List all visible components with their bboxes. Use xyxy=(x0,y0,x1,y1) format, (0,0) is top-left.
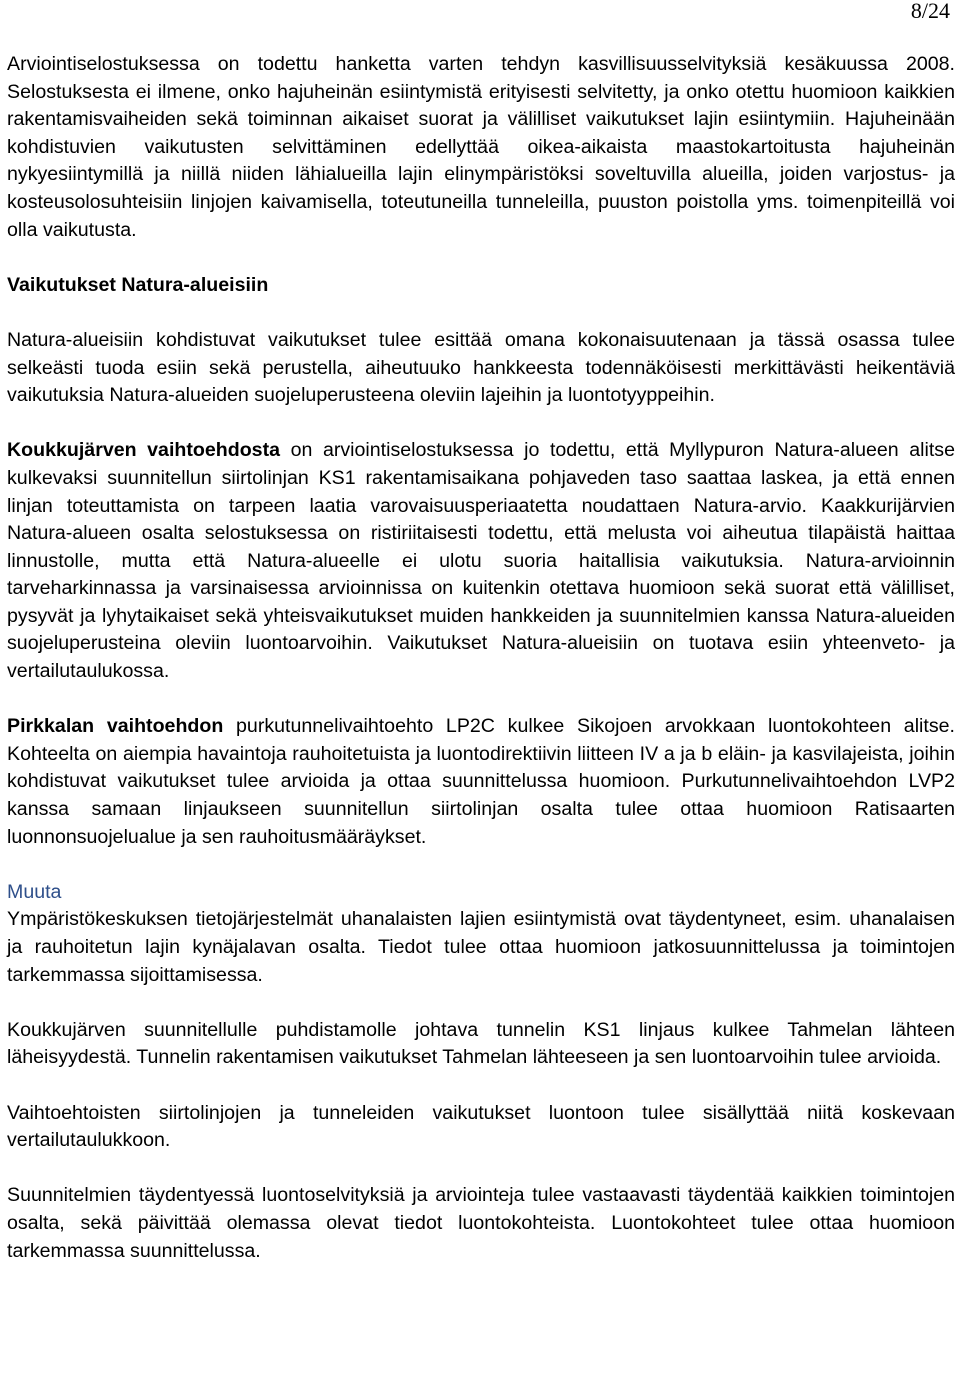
pirkkala-option-bold: Pirkkalan vaihtoehdon xyxy=(7,715,224,738)
koukkujarvi-option-text: on arviointiselostuksessa jo todettu, että Myllypuron Natura-alueen alitse kulkevaksi suunnitellun siirtolinjan KS1 rakentamisaikana pohjaveden taso saattaa laskea, ja että ennen linjan toteuttamista on tarpeen laatia varovaisuusperiaatetta noudattaen Natura-arvio. Kaakkurijärvien Natura-alueen osalta selostuksessa on ristiriitaisesti todettu, että melusta voi aiheutua tilapäistä haittaa linnustolle, mutta että Natura-alueelle ei ulotu suoria haitallisia vaikutuksia. Natura-arvioinnin tarveharkinnassa ja varsinaisessa arvioinnissa on kuitenkin otettava huomioon sekä suorat että välilliset, pysyvät ja lyhytaikaiset sekä yhteisvaikutukset muiden hankkeiden ja suunnitelmien kanssa Natura-alueiden suojeluperusteina oleviin luontoarvoihin. Vaikutukset Natura-alueisiin on tuotava esiin yhteenveto- ja vertailutaulukossa. xyxy=(7,439,955,683)
koukkujarvi-option-bold: Koukkujärven vaihtoehdosta xyxy=(7,439,280,462)
pirkkala-option-text: purkutunnelivaihtoehto LP2C kulkee Sikojoen arvokkaan luontokohteen alitse. Kohteelta on aiempia havaintoja rauhoitetuista ja luontodirektiivin liitteen IV a ja b eläin- ja kasvilajeista, joihin kohdistuvat vaikutukset tulee arvioida ja ottaa suunnittelussa huomioon. Purkutunnelivaihtoehdon LVP2 kanssa samaan linjaukseen suunnitellun siirtolinjan osalta tulee ottaa huomioon Ratisaarten luonnonsuojelualue ja sen rauhoitusmääräykset. xyxy=(7,715,955,848)
heading-natura-impacts: Vaikutukset Natura-alueisiin xyxy=(7,273,269,296)
paragraph-koukkujarvi-option xyxy=(7,437,955,685)
paragraph-arviointiselostus: Arviointiselostuksessa on todettu hanketta varten tehdyn kasvillisuusselvityksiä kesäkuussa 2008. Selostuksesta ei ilmene, onko hajuheinän esiintymistä erityisesti selvitetty, ja onko otettu huomioon kaikkien rakentamisvaiheiden sekä toiminnan aikaiset suorat ja välilliset vaikutukset lajin esiintymiin. Hajuheinään kohdistuvien vaikutusten selvittäminen edellyttää oikea-aikaista maastokartoitusta hajuheinän nykyesiintymillä ja niillä niiden lähialueilla lajin elinympäristöksi soveltuvilla alueilla, joiden varjostus- ja kosteusolosuhteisiin linjojen kaivamisella, toteutuneilla tunneleilla, puuston poistolla yms. toimenpiteillä voi olla vaikutusta. xyxy=(7,53,955,241)
paragraph-tahmela-spring: Koukkujärven suunnitellulle puhdistamolle johtava tunnelin KS1 linjaus kulkee Tahmelan lähteen läheisyydestä. Tunnelin rakentamisen vaikutukset Tahmelan lähteeseen ja sen luontoarvoihin tulee arvioida. xyxy=(7,1018,955,1069)
page-number: 8/24 xyxy=(910,0,950,23)
document-body xyxy=(7,51,955,1265)
heading-muuta: Muuta xyxy=(7,880,62,903)
paragraph-natura-impacts: Natura-alueisiin kohdistuvat vaikutukset tulee esittää omana kokonaisuutenaan ja tässä osassa tulee selkeästi tuoda esiin sekä perustella, aiheutuuko hankkeesta todennäköisesti merkittävästi heikentäviä vaikutuksia Natura-alueiden suojeluperusteena oleviin lajeihin ja luontotyyppeihin. xyxy=(7,328,955,407)
paragraph-pirkkala-option xyxy=(7,713,955,851)
paragraph-comparison-table: Vaihtoehtoisten siirtolinjojen ja tunneleiden vaikutukset luontoon tulee sisällyttää niitä koskevaan vertailutaulukkoon. xyxy=(7,1101,955,1152)
paragraph-supplementing-surveys: Suunnitelmien täydentyessä luontoselvityksiä ja arviointeja tulee vastaavasti täydentää kaikkien toimintojen osalta, sekä päivittää olemassa olevat tiedot luontokohteista. Luontokohteet tulee ottaa huomioon tarkemmassa suunnittelussa. xyxy=(7,1184,955,1262)
paragraph-threatened-species-data: Ympäristökeskuksen tietojärjestelmät uhanalaisten lajien esiintymistä ovat täydentyneet, esim. uhanalaisen ja rauhoitetun lajin kynäjalavan osalta. Tiedot tulee ottaa huomioon jatkosuunnittelussa ja toimintojen tarkemmassa sijoittamisessa. xyxy=(7,908,955,986)
